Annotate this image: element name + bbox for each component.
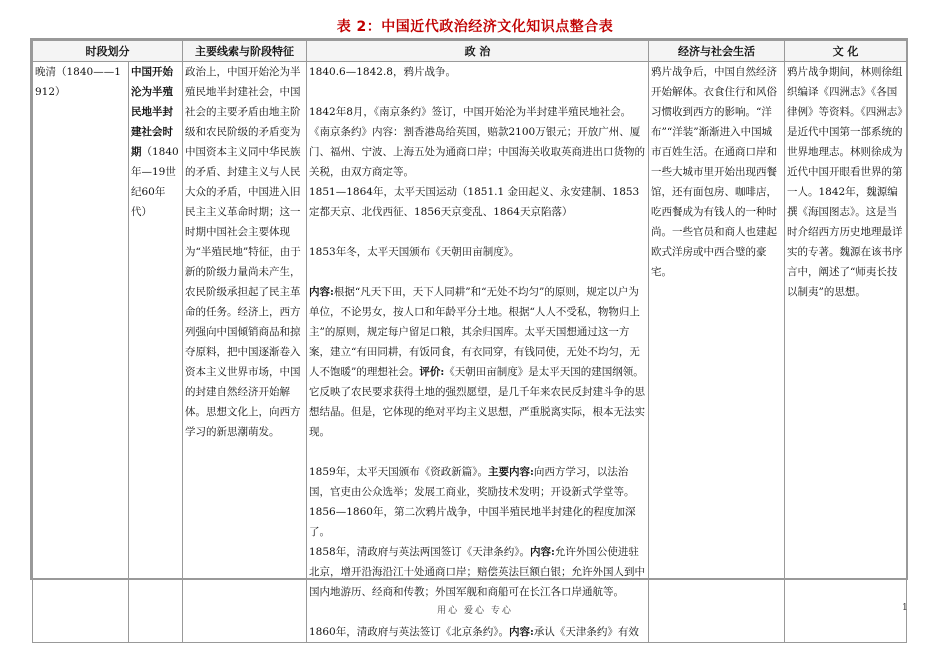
politics-taiping-movement: 1851—1864年，太平天国运动（1851.1 金田起义、永安建制、1853定都天京、北伐西征、1856天京变乱、1864天京陷落）	[309, 186, 640, 218]
era-label: 晚清（1840——1912）	[35, 66, 121, 98]
politics-tianchao-content	[309, 282, 646, 442]
culture-text: 鸦片战争期间，林则徐组织编译《四洲志》《各国律例》等资料。《四洲志》是近代中国第一部系统的世界地理志。林则徐成为近代中国开眼看世界的第一人。1842年，魏源编撰《海国图志》。这是当时介绍西方历史地理最详实的专著。魏源在该书序言中，阐述了“师夷长技以制夷”的思想。	[787, 66, 903, 298]
politics-nanjing-treaty: 1842年8月，《南京条约》签订，中国开始沦为半封建半殖民地社会。《南京条约》内容：割香港岛给英国，赔款2100万银元；开放广州、厦门、福州、宁波、上海五处为通商口岸；中国海关收取英商进出口货物的关税，由双方商定等。	[309, 106, 645, 178]
page-number: 1	[902, 603, 908, 613]
culture-cell	[785, 62, 907, 643]
main-thread-text: 政治上，中国开始沦为半殖民地半封建社会，中国社会的主要矛盾由地主阶级和农民阶级的矛盾变为中国资本主义同中华民族的矛盾、封建主义与人民大众的矛盾，中国进入旧民主主义革命时期；这一时期中国社会主要体现为“半殖民地”特征，由于新的阶级力量尚未产生，农民阶级承担起了民主革命的任务。经济上，西方列强向中国倾销商品和掠夺原料，把中国逐渐卷入资本主义世界市场，中国的封建自然经济开始解体。思想文化上，向西方学习的新思潮萌发。	[185, 66, 301, 438]
stage-range: （1840年—19世纪60年代）	[131, 146, 179, 218]
page-footer: 用心 爱心 专心	[437, 606, 513, 616]
economy-cell	[649, 62, 785, 643]
zizheng-intro: 1859年，太平天国颁布《资政新篇》。	[309, 466, 488, 478]
tianjin-content: 允许外国公使进驻北京，增开沿海沿江十处通商口岸；赔偿英法巨额白银；允许外国人到中国内地游历、经商和传教；外国军舰和商船可在长江各口岸通航等。	[309, 546, 645, 598]
politics-tianjin-treaty	[309, 542, 646, 602]
zizheng-content: 向西方学习，以法治国，官吏由公众选举；发展工商业，奖励技术发明；开设新式学堂等。	[309, 466, 635, 498]
header-culture: 文 化	[785, 41, 907, 62]
evaluation-text: 《天朝田亩制度》是太平天国的建国纲领。它反映了农民要求获得土地的强烈愿望，是几千年来农民反封建斗争的思想结晶。但是，它体现的绝对平均主义思想，严重脱离实际，根本无法实现。	[309, 366, 645, 438]
economy-text: 鸦片战争后，中国自然经济开始解体。衣食住行和风俗习惯收到西方的影响。“洋布”“洋装”渐渐进入中国城市百姓生活。在通商口岸和一些大城市里开始出现西餐馆，还有面包房、咖啡店，吃西餐成为有钱人的一种时尚。一些官员和商人也建起欧式洋房或中西合璧的豪宅。	[651, 66, 777, 278]
beijing-intro: 1860年，清政府与英法签订《北京条约》。	[309, 626, 509, 638]
header-main-thread: 主要线索与阶段特征	[183, 41, 307, 62]
main-thread-cell	[183, 62, 307, 643]
politics-zizheng-xinpian	[309, 462, 646, 502]
era-cell	[33, 62, 129, 643]
beijing-content: 承认《天津条约》有效	[533, 626, 639, 638]
tianjin-content-label: 内容:	[529, 546, 555, 558]
politics-second-opium-war: 1856—1860年，第二次鸦片战争，中国半殖民地半封建化的程度加深了。	[309, 506, 636, 538]
table-row	[33, 62, 907, 643]
content-label: 内容:	[309, 286, 334, 298]
table-header-row	[33, 41, 907, 62]
tianjin-intro: 1858年，清政府与英法两国签订《天津条约》。	[309, 546, 530, 558]
beijing-content-label: 内容:	[508, 626, 534, 638]
politics-beijing-treaty	[309, 622, 646, 642]
header-period: 时段划分	[33, 41, 183, 62]
stage-cell	[129, 62, 183, 643]
evaluation-label: 评价:	[419, 366, 445, 378]
politics-tianchao-tianmu: 1853年冬，太平天国颁布《天朝田亩制度》。	[309, 246, 520, 258]
header-economy: 经济与社会生活	[649, 41, 785, 62]
politics-cell	[307, 62, 649, 643]
header-politics: 政 治	[307, 41, 649, 62]
page-title: 表 2：中国近代政治经济文化知识点整合表	[336, 19, 614, 35]
stage-title: 中国开始沦为半殖民地半封建社会时期	[131, 66, 173, 158]
content-text: 根据“凡天下田，天下人同耕”和“无处不均匀”的原则，规定以户为单位，不论男女，按人口和年龄平分土地。根据“人人不受私，物物归上主”的原则，规定每户留足口粮，其余归国库。太平天国想通过这一方案，建立“有田同耕，有饭同食，有衣同穿，有钱同使，无处不均匀，无人不饱暖”的理想社会。	[309, 286, 640, 378]
politics-opium-war: 1840.6—1842.8，鸦片战争。	[309, 66, 456, 78]
main-content-label: 主要内容:	[487, 466, 534, 478]
